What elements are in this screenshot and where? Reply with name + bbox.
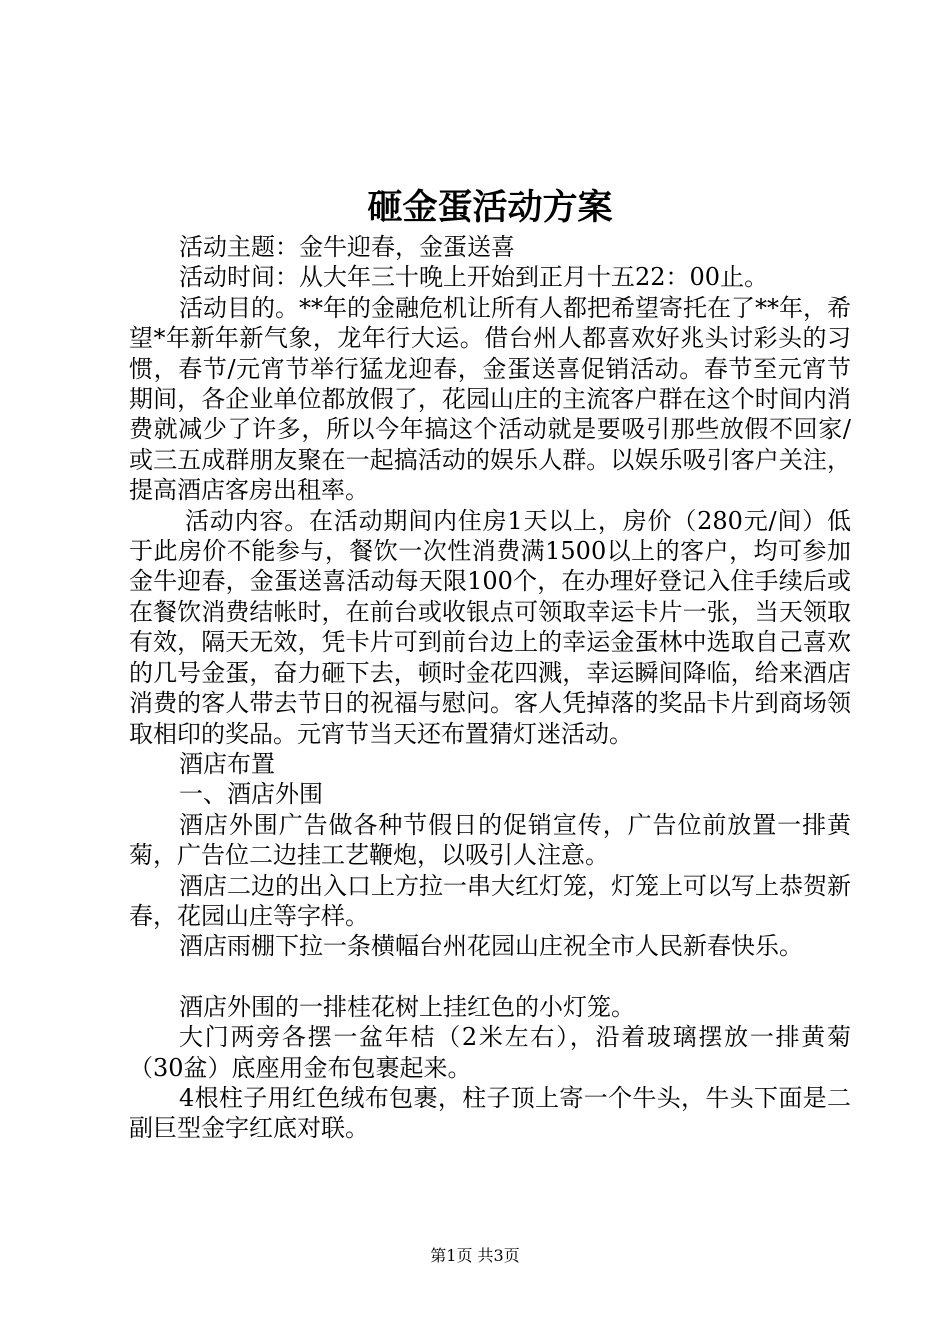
paragraph-theme: 活动主题：金牛迎春，金蛋送喜 bbox=[179, 233, 515, 261]
paragraph-time: 活动时间：从大年三十晚上开始到正月十五22：00止。 bbox=[179, 263, 769, 292]
paragraph-purpose: 活动目的。**年的金融危机让所有人都把希望寄托在了**年，希望*年新年新气象，龙年行大运。借台州人都喜欢好兆头讨彩头的习惯，春节/元宵节举行猛龙迎春，金蛋送喜促销活动。春节至元宵节期间，各企业单位都放假了，花园山庄的主流客户群在这个时间内消费就减少了许多，所以今年搞这个活动就是要吸引那些放假不回家/或三五成群朋友聚在一起搞活动的娱乐人群。以娱乐吸引客户关注，提高酒店客房出租率。 bbox=[129, 293, 851, 505]
paragraph-kumquat: 大门两旁各摆一盆年桔（2米左右），沿着玻璃摆放一排黄菊（30盆）底座用金布包裹起来。 bbox=[129, 1023, 851, 1082]
paragraph-lanterns: 酒店二边的出入口上方拉一串大红灯笼，灯笼上可以写上恭贺新春，花园山庄等字样。 bbox=[129, 871, 851, 930]
document-body bbox=[129, 232, 851, 1144]
paragraph-exterior-ads: 酒店外围广告做各种节假日的促销宣传，广告位前放置一排黄菊，广告位二边挂工艺鞭炮，以吸引人注意。 bbox=[129, 810, 851, 870]
paragraph-banner: 酒店雨棚下拉一条横幅台州花园山庄祝全市人民新春快乐。 bbox=[179, 932, 803, 961]
section-heading-hotel-layout: 酒店布置 bbox=[179, 749, 275, 778]
blank-line bbox=[129, 962, 851, 992]
page-footer: 第1页 共3页 bbox=[430, 1246, 520, 1265]
document-page bbox=[129, 0, 851, 1344]
paragraph-pillars: 4根柱子用红色绒布包裹，柱子顶上寄一个牛头，牛头下面是二副巨型金字红底对联。 bbox=[129, 1083, 851, 1143]
paragraph-content: 活动内容。在活动期间内住房1天以上，房价（280元/间）低于此房价不能参与，餐饮一次性消费满1500以上的客户，均可参加金牛迎春，金蛋送喜活动每天限100个，在办理好登记入住手续后或在餐饮消费结帐时，在前台或收银点可领取幸运卡片一张，当天领取有效，隔天无效，凭卡片可到前台边上的幸运金蛋林中选取自己喜欢的几号金蛋，奋力砸下去，顿时金花四溅，幸运瞬间降临，给来酒店消费的客人带去节日的祝福与慰问。客人凭掉落的奖品卡片到商场领取相印的奖品。元宵节当天还布置猜灯迷活动。 bbox=[129, 506, 851, 748]
section-heading-exterior: 一、酒店外围 bbox=[179, 780, 323, 809]
document-title: 砸金蛋活动方案 bbox=[367, 187, 613, 228]
paragraph-osmanthus: 酒店外围的一排桂花树上挂红色的小灯笼。 bbox=[179, 992, 635, 1021]
